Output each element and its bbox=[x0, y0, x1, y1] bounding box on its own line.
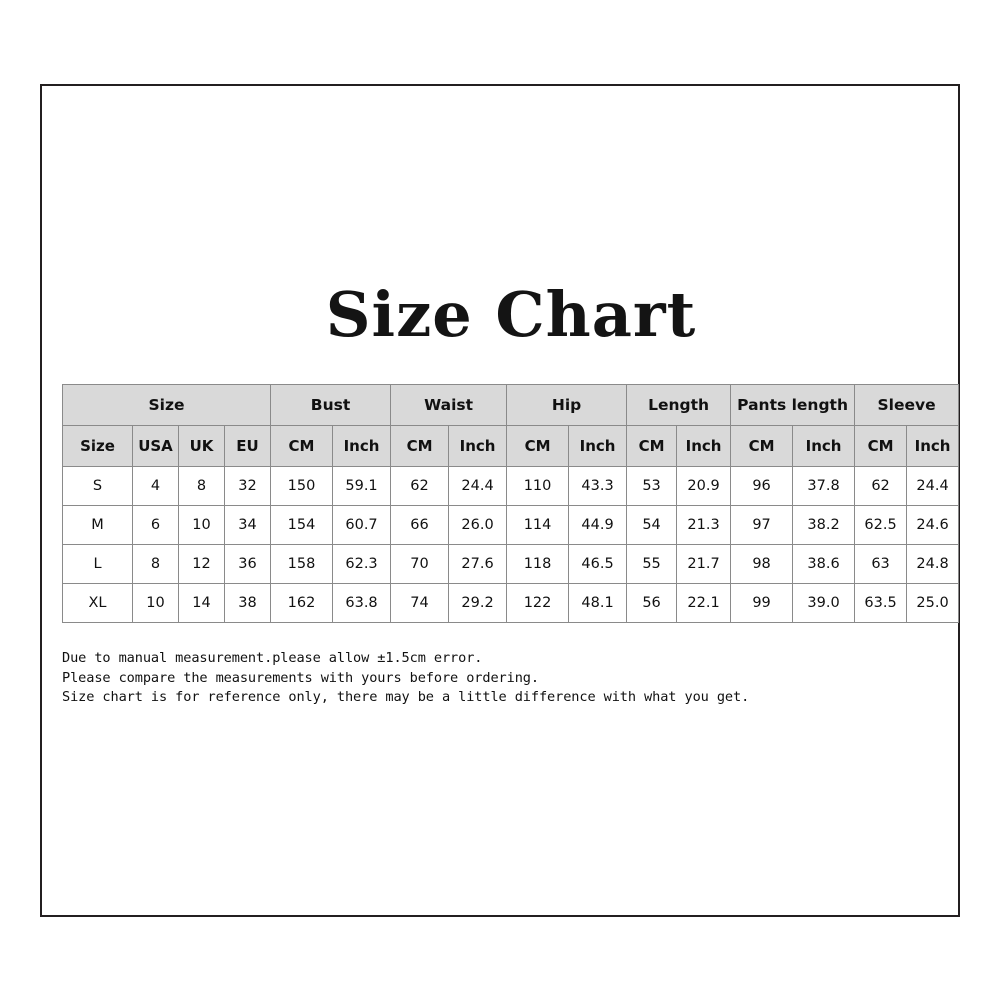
cell-uk: 12 bbox=[179, 545, 225, 584]
column-header-sleeve-cm: CM bbox=[855, 426, 907, 467]
cell-bust-cm: 158 bbox=[271, 545, 333, 584]
column-header-eu: EU bbox=[225, 426, 271, 467]
size-chart-table bbox=[62, 384, 959, 623]
cell-waist-inch: 29.2 bbox=[449, 584, 507, 623]
cell-eu: 36 bbox=[225, 545, 271, 584]
table-column-header-row bbox=[63, 426, 959, 467]
column-header-length-inch: Inch bbox=[677, 426, 731, 467]
cell-sleeve-cm: 63.5 bbox=[855, 584, 907, 623]
cell-waist-cm: 62 bbox=[391, 467, 449, 506]
cell-hip-cm: 122 bbox=[507, 584, 569, 623]
group-header-length: Length bbox=[627, 385, 731, 426]
cell-pants-cm: 98 bbox=[731, 545, 793, 584]
group-header-pants-length: Pants length bbox=[731, 385, 855, 426]
cell-sleeve-cm: 63 bbox=[855, 545, 907, 584]
cell-sleeve-cm: 62.5 bbox=[855, 506, 907, 545]
cell-sleeve-inch: 24.8 bbox=[907, 545, 959, 584]
cell-length-cm: 53 bbox=[627, 467, 677, 506]
table-group-header-row bbox=[63, 385, 959, 426]
cell-bust-cm: 162 bbox=[271, 584, 333, 623]
cell-pants-inch: 38.6 bbox=[793, 545, 855, 584]
column-header-size: Size bbox=[63, 426, 133, 467]
cell-pants-cm: 96 bbox=[731, 467, 793, 506]
cell-waist-cm: 74 bbox=[391, 584, 449, 623]
cell-hip-inch: 48.1 bbox=[569, 584, 627, 623]
cell-bust-inch: 62.3 bbox=[333, 545, 391, 584]
cell-hip-inch: 43.3 bbox=[569, 467, 627, 506]
cell-usa: 6 bbox=[133, 506, 179, 545]
table-body bbox=[63, 467, 959, 623]
cell-uk: 14 bbox=[179, 584, 225, 623]
cell-bust-inch: 59.1 bbox=[333, 467, 391, 506]
note-line-3: Size chart is for reference only, there may be a little difference with what you get. bbox=[62, 689, 750, 706]
column-header-pants-cm: CM bbox=[731, 426, 793, 467]
group-header-sleeve: Sleeve bbox=[855, 385, 959, 426]
cell-waist-cm: 70 bbox=[391, 545, 449, 584]
chart-notes bbox=[62, 649, 942, 708]
cell-bust-inch: 63.8 bbox=[333, 584, 391, 623]
column-header-sleeve-inch: Inch bbox=[907, 426, 959, 467]
column-header-length-cm: CM bbox=[627, 426, 677, 467]
note-line-2: Please compare the measurements with yours before ordering. bbox=[62, 669, 539, 686]
column-header-hip-inch: Inch bbox=[569, 426, 627, 467]
cell-hip-cm: 118 bbox=[507, 545, 569, 584]
column-header-usa: USA bbox=[133, 426, 179, 467]
page-title: Size Chart bbox=[325, 278, 697, 351]
group-header-size: Size bbox=[63, 385, 271, 426]
column-header-pants-inch: Inch bbox=[793, 426, 855, 467]
cell-length-inch: 20.9 bbox=[677, 467, 731, 506]
table-header bbox=[63, 385, 959, 467]
cell-pants-cm: 97 bbox=[731, 506, 793, 545]
cell-sleeve-inch: 24.6 bbox=[907, 506, 959, 545]
cell-bust-cm: 154 bbox=[271, 506, 333, 545]
cell-length-inch: 21.3 bbox=[677, 506, 731, 545]
note-line-1: Due to manual measurement.please allow ±1.5cm error. bbox=[62, 650, 483, 666]
cell-hip-inch: 46.5 bbox=[569, 545, 627, 584]
cell-sleeve-inch: 24.4 bbox=[907, 467, 959, 506]
cell-waist-cm: 66 bbox=[391, 506, 449, 545]
cell-size: L bbox=[63, 545, 133, 584]
column-header-bust-cm: CM bbox=[271, 426, 333, 467]
cell-sleeve-inch: 25.0 bbox=[907, 584, 959, 623]
column-header-uk: UK bbox=[179, 426, 225, 467]
cell-sleeve-cm: 62 bbox=[855, 467, 907, 506]
cell-pants-inch: 38.2 bbox=[793, 506, 855, 545]
column-header-waist-inch: Inch bbox=[449, 426, 507, 467]
cell-pants-cm: 99 bbox=[731, 584, 793, 623]
cell-bust-cm: 150 bbox=[271, 467, 333, 506]
cell-eu: 32 bbox=[225, 467, 271, 506]
cell-uk: 10 bbox=[179, 506, 225, 545]
cell-length-cm: 55 bbox=[627, 545, 677, 584]
table-row bbox=[63, 506, 959, 545]
cell-eu: 34 bbox=[225, 506, 271, 545]
group-header-hip: Hip bbox=[507, 385, 627, 426]
cell-length-inch: 21.7 bbox=[677, 545, 731, 584]
cell-waist-inch: 24.4 bbox=[449, 467, 507, 506]
chart-content bbox=[62, 278, 951, 708]
cell-hip-inch: 44.9 bbox=[569, 506, 627, 545]
group-header-bust: Bust bbox=[271, 385, 391, 426]
group-header-waist: Waist bbox=[391, 385, 507, 426]
cell-hip-cm: 114 bbox=[507, 506, 569, 545]
cell-length-cm: 56 bbox=[627, 584, 677, 623]
column-header-hip-cm: CM bbox=[507, 426, 569, 467]
cell-eu: 38 bbox=[225, 584, 271, 623]
cell-pants-inch: 39.0 bbox=[793, 584, 855, 623]
table-row bbox=[63, 467, 959, 506]
cell-usa: 8 bbox=[133, 545, 179, 584]
chart-frame bbox=[40, 84, 960, 917]
cell-waist-inch: 27.6 bbox=[449, 545, 507, 584]
cell-length-inch: 22.1 bbox=[677, 584, 731, 623]
cell-waist-inch: 26.0 bbox=[449, 506, 507, 545]
cell-uk: 8 bbox=[179, 467, 225, 506]
cell-length-cm: 54 bbox=[627, 506, 677, 545]
table-row bbox=[63, 584, 959, 623]
cell-pants-inch: 37.8 bbox=[793, 467, 855, 506]
cell-size: XL bbox=[63, 584, 133, 623]
cell-size: M bbox=[63, 506, 133, 545]
table-row bbox=[63, 545, 959, 584]
cell-usa: 10 bbox=[133, 584, 179, 623]
cell-hip-cm: 110 bbox=[507, 467, 569, 506]
cell-bust-inch: 60.7 bbox=[333, 506, 391, 545]
column-header-bust-inch: Inch bbox=[333, 426, 391, 467]
column-header-waist-cm: CM bbox=[391, 426, 449, 467]
cell-size: S bbox=[63, 467, 133, 506]
cell-usa: 4 bbox=[133, 467, 179, 506]
